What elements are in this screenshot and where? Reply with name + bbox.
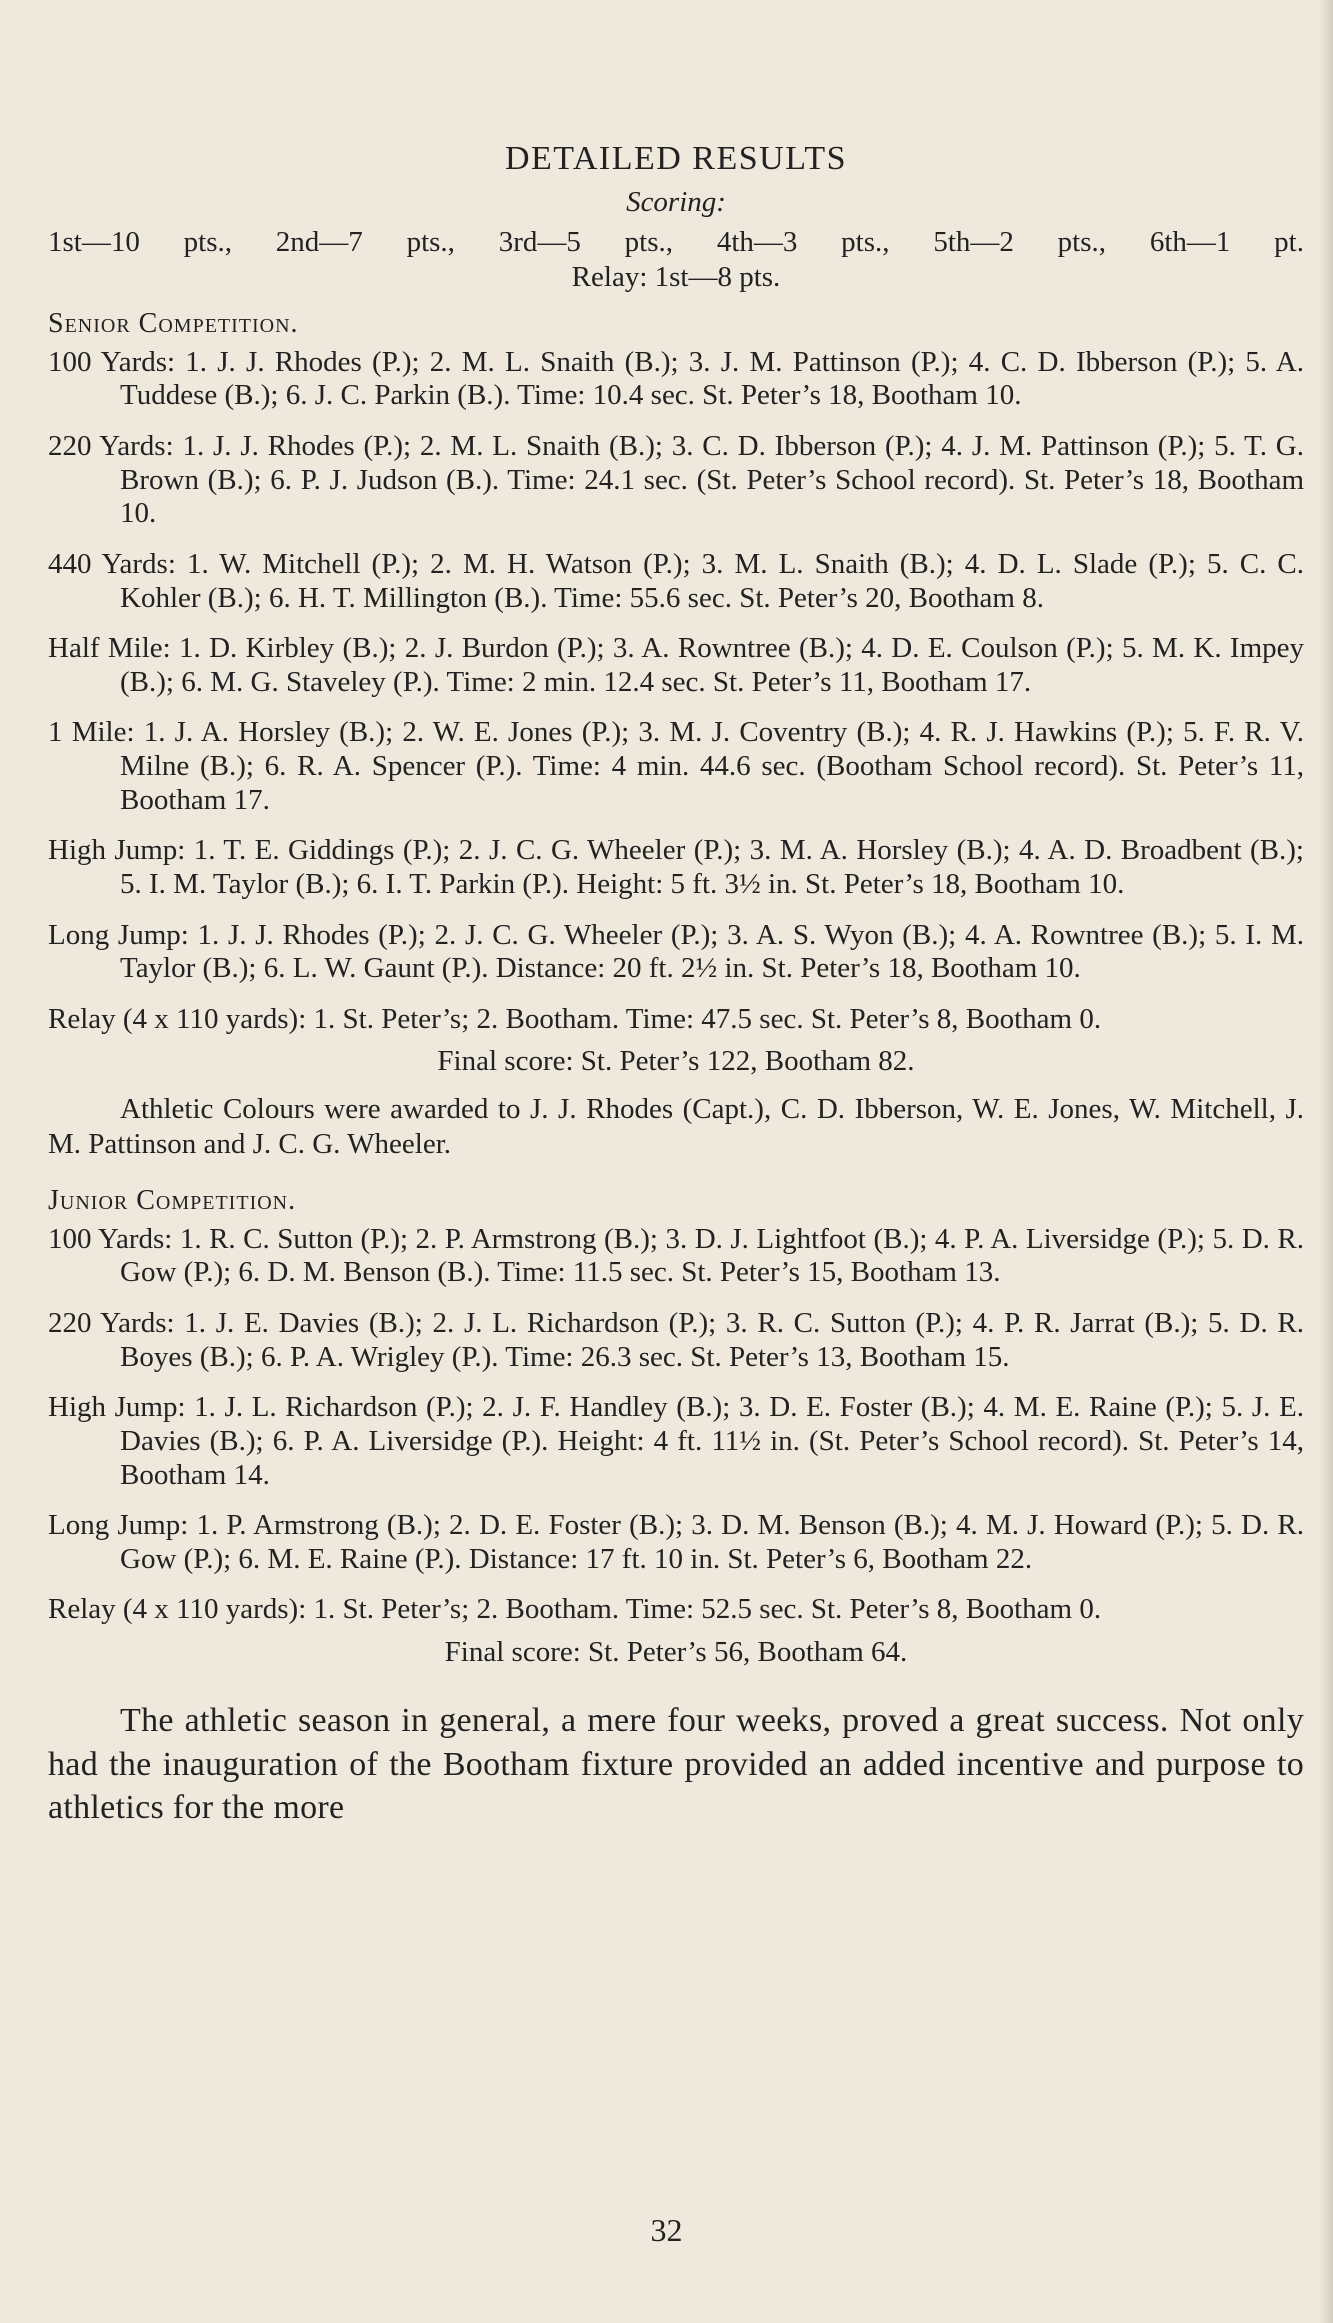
- senior-event-relay: Relay (4 x 110 yards): 1. St. Peter’s; 2. Bootham. Time: 47.5 sec. St. Peter’s 8, Bootham 0.: [48, 1002, 1102, 1035]
- scoring-points-line: 1st—10 pts., 2nd—7 pts., 3rd—5 pts., 4th—3 pts., 5th—2 pts., 6th—1 pt.: [48, 226, 1304, 258]
- senior-section-heading: Senior Competition.: [48, 307, 299, 339]
- senior-final-score: Final score: St. Peter’s 122, Bootham 82.: [437, 1045, 915, 1078]
- junior-section-heading: Junior Competition.: [48, 1184, 297, 1216]
- closing-paragraph: The athletic season in general, a mere four weeks, proved a great success. Not only had the inauguration of the Bootham fixture provided an added incentive and purpose to athletics for the more: [48, 1702, 1304, 1827]
- senior-event-100-yards: 100 Yards: 1. J. J. Rhodes (P.); 2. M. L. Snaith (B.); 3. J. M. Pattinson (P.); 4. C. D. Ibberson (P.); 5. A. Tuddese (B.); 6. J. C. Parkin (B.). Time: 10.4 sec. St. Peter’s 18, Bootham 10.: [48, 345, 1304, 412]
- athletic-colours-paragraph: Athletic Colours were awarded to J. J. Rhodes (Capt.), C. D. Ibberson, W. E. Jones, W. Mitchell, J. M. Pattinson and J. C. G. Wheeler.: [48, 1093, 1304, 1160]
- junior-event-long-jump: Long Jump: 1. P. Armstrong (B.); 2. D. E. Foster (B.); 3. D. M. Benson (B.); 4. M. J. Howard (P.); 5. D. R. Gow (P.); 6. M. E. Raine (P.). Distance: 17 ft. 10 in. St. Peter’s 6, Bootham 22.: [48, 1509, 1304, 1575]
- page-title: DETAILED RESULTS: [504, 140, 848, 177]
- senior-event-440-yards: 440 Yards: 1. W. Mitchell (P.); 2. M. H. Watson (P.); 3. M. L. Snaith (B.); 4. D. L. Slade (P.); 5. C. C. Kohler (B.); 6. H. T. Millington (B.). Time: 55.6 sec. St. Peter’s 20, Bootham 8.: [48, 547, 1304, 614]
- page-number: 32: [650, 2212, 683, 2248]
- senior-event-1-mile: 1 Mile: 1. J. A. Horsley (B.); 2. W. E. Jones (P.); 3. M. J. Coventry (B.); 4. R. J. Hawkins (P.); 5. F. R. V. Milne (B.); 6. R. A. Spencer (P.). Time: 4 min. 44.6 sec. (Bootham School record). St. Peter’s 11, Bootham 17.: [48, 716, 1304, 816]
- document-page: [48, 140, 1304, 1864]
- junior-event-220-yards: 220 Yards: 1. J. E. Davies (B.); 2. J. L. Richardson (P.); 3. R. C. Sutton (P.); 4. P. R. Jarrat (B.); 5. D. R. Boyes (B.); 6. P. A. Wrigley (P.). Time: 26.3 sec. St. Peter’s 13, Bootham 15.: [48, 1307, 1304, 1373]
- senior-event-long-jump: Long Jump: 1. J. J. Rhodes (P.); 2. J. C. G. Wheeler (P.); 3. A. S. Wyon (B.); 4. A. Rowntree (B.); 5. I. M. Taylor (B.); 6. L. W. Gaunt (P.). Distance: 20 ft. 2½ in. St. Peter’s 18, Bootham 10.: [48, 918, 1304, 985]
- scoring-heading: Scoring:: [626, 186, 726, 218]
- senior-event-220-yards: 220 Yards: 1. J. J. Rhodes (P.); 2. M. L. Snaith (B.); 3. C. D. Ibberson (P.); 4. J. M. Pattinson (P.); 5. T. G. Brown (B.); 6. P. J. Judson (B.). Time: 24.1 sec. (St. Peter’s School record). St. Peter’s 18, Bootham 10.: [48, 430, 1304, 530]
- senior-event-high-jump: High Jump: 1. T. E. Giddings (P.); 2. J. C. G. Wheeler (P.); 3. M. A. Horsley (B.); 4. A. D. Broadbent (B.); 5. I. M. Taylor (B.); 6. I. T. Parkin (P.). Height: 5 ft. 3½ in. St. Peter’s 18, Bootham 10.: [48, 834, 1304, 900]
- page-edge-shadow: [1319, 0, 1333, 2323]
- junior-final-score: Final score: St. Peter’s 56, Bootham 64.: [444, 1636, 908, 1669]
- junior-event-relay: Relay (4 x 110 yards): 1. St. Peter’s; 2. Bootham. Time: 52.5 sec. St. Peter’s 8, Bootham 0.: [48, 1593, 1102, 1626]
- senior-event-half-mile: Half Mile: 1. D. Kirbley (B.); 2. J. Burdon (P.); 3. A. Rowntree (B.); 4. D. E. Coulson (P.); 5. M. K. Impey (B.); 6. M. G. Staveley (P.). Time: 2 min. 12.4 sec. St. Peter’s 11, Bootham 17.: [48, 632, 1304, 698]
- junior-event-100-yards: 100 Yards: 1. R. C. Sutton (P.); 2. P. Armstrong (B.); 3. D. J. Lightfoot (B.); 4. P. A. Liversidge (P.); 5. D. R. Gow (P.); 6. D. M. Benson (B.). Time: 11.5 sec. St. Peter’s 15, Bootham 13.: [48, 1222, 1304, 1289]
- junior-event-high-jump: High Jump: 1. J. L. Richardson (P.); 2. J. F. Handley (B.); 3. D. E. Foster (B.); 4. M. E. Raine (P.); 5. J. E. Davies (B.); 6. P. A. Liversidge (P.). Height: 4 ft. 11½ in. (St. Peter’s School record). St. Peter’s 14, Bootham 14.: [48, 1391, 1304, 1491]
- scoring-relay-line: Relay: 1st—8 pts.: [571, 261, 781, 294]
